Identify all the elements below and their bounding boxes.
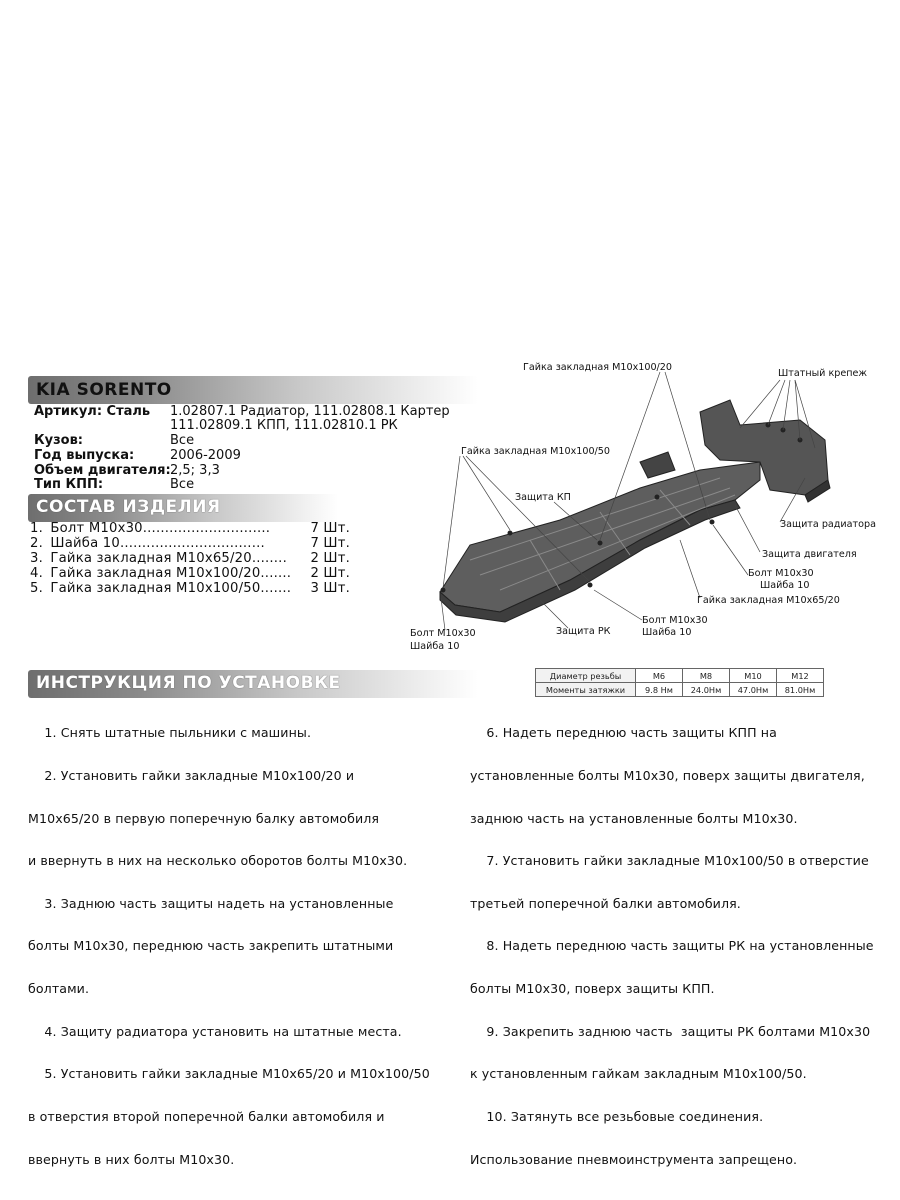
item-text: Гайка закладная М10х100/50....... (50, 581, 292, 596)
gearbox-value: Все (170, 477, 195, 492)
instruction-line: третьей поперечной балки автомобиля. (470, 895, 741, 911)
instruction-line: 5. Установить гайки закладные М10х65/20 и М10х100/50 (28, 1066, 430, 1082)
label-standard-mount: Штатный крепеж (778, 368, 868, 379)
gearbox-label: Тип КПП: (34, 477, 104, 492)
instruction-line: установленные болты М10х30, поверх защиты двигателя, (470, 768, 865, 784)
table-cell: Моменты затяжки (536, 683, 636, 697)
instruction-line: Использование пневмоинструмента запрещено. (470, 1151, 798, 1167)
engine-value: 2,5; 3,3 (170, 463, 220, 478)
table-cell: М8 (683, 669, 730, 683)
instruction-line: 6. Надеть переднюю часть защиты КПП на (470, 725, 777, 741)
table-row (536, 683, 824, 697)
instruction-line: М10х65/20 в первую поперечную балку автомобиля (28, 810, 380, 826)
table-row (536, 669, 824, 683)
label-washer-3: Шайба 10 (410, 641, 460, 652)
label-nut-65-20: Гайка закладная М10х65/20 (697, 595, 840, 606)
label-washer-1: Шайба 10 (760, 580, 810, 591)
item-number: 5. (30, 581, 43, 596)
item-number: 3. (30, 551, 43, 566)
item-text: Гайка закладная М10х65/20........ (50, 551, 287, 566)
instruction-line: и ввернуть в них на несколько оборотов болты М10х30. (28, 853, 408, 869)
label-bolt-1: Болт М10х30 (748, 568, 814, 579)
table-cell: М6 (636, 669, 683, 683)
main-plate (440, 462, 760, 612)
label-gearbox-guard: Защита КП (515, 492, 571, 503)
item-qty: 2 Шт. (310, 566, 350, 581)
label-nut-100-50: Гайка закладная М10х100/50 (461, 446, 610, 457)
label-nut-100-20: Гайка закладная М10х100/20 (523, 362, 672, 373)
torque-table (535, 668, 824, 697)
instruction-line: 4. Защиту радиатора установить на штатные места. (28, 1023, 402, 1039)
label-washer-2: Шайба 10 (642, 627, 692, 638)
year-value: 2006-2009 (170, 448, 241, 463)
item-qty: 7 Шт. (310, 536, 350, 551)
body-label: Кузов: (34, 433, 84, 448)
item-qty: 7 Шт. (310, 521, 350, 536)
article-value-line1: 1.02807.1 Радиатор, 111.02808.1 Картер (170, 404, 450, 419)
label-bolt-3: Болт М10х30 (410, 628, 476, 639)
instruction-line: 2. Установить гайки закладные М10х100/20 и (28, 768, 355, 784)
instructions-title: ИНСТРУКЦИЯ ПО УСТАНОВКЕ (36, 673, 341, 693)
item-qty: 2 Шт. (310, 551, 350, 566)
instruction-line: в отверстия второй поперечной балки автомобиля и (28, 1108, 385, 1124)
instruction-line: болты М10х30, поверх защиты КПП. (470, 981, 715, 997)
instruction-line: к установленным гайкам закладным М10х100/50. (470, 1066, 807, 1082)
year-label: Год выпуска: (34, 448, 135, 463)
table-cell: 24.0Нм (683, 683, 730, 697)
instruction-line: 8. Надеть переднюю часть защиты РК на установленные (470, 938, 874, 954)
instruction-line: 10. Затянуть все резьбовые соединения. (470, 1108, 764, 1124)
item-text: Болт М10х30............................. (50, 521, 271, 536)
label-engine-guard: Защита двигателя (762, 549, 857, 560)
instruction-line: 9. Закрепить заднюю часть защиты РК болтами М10х30 (470, 1023, 871, 1039)
composition-title: СОСТАВ ИЗДЕЛИЯ (36, 497, 221, 517)
item-text: Гайка закладная М10х100/20....... (50, 566, 292, 581)
table-cell: 47.0Нм (730, 683, 777, 697)
instruction-line: заднюю часть на установленные болты М10х30. (470, 810, 798, 826)
table-cell: 81.0Нм (777, 683, 824, 697)
instructions-right-column (470, 698, 890, 1181)
table-cell: Диаметр резьбы (536, 669, 636, 683)
item-qty: 3 Шт. (310, 581, 350, 596)
table-cell: М10 (730, 669, 777, 683)
instruction-line: болты М10х30, переднюю часть закрепить штатными (28, 938, 394, 954)
article-value-line2: 111.02809.1 КПП, 111.02810.1 РК (170, 418, 398, 433)
product-title: KIA SORENTO (36, 380, 172, 400)
instruction-line: болтами. (28, 981, 90, 997)
article-label: Артикул: Сталь (34, 404, 151, 419)
item-number: 1. (30, 521, 43, 536)
item-number: 2. (30, 536, 43, 551)
item-text: Шайба 10................................. (50, 536, 265, 551)
table-cell: 9.8 Нм (636, 683, 683, 697)
label-radiator-guard: Защита радиатора (780, 519, 876, 530)
engine-label: Объем двигателя: (34, 463, 171, 478)
instruction-line: 1. Снять штатные пыльники с машины. (28, 725, 312, 741)
table-cell: М12 (777, 669, 824, 683)
body-value: Все (170, 433, 195, 448)
instruction-line: 3. Заднюю часть защиты надеть на установленные (28, 895, 394, 911)
label-transfer-guard: Защита РК (556, 626, 611, 637)
label-bolt-2: Болт М10х30 (642, 615, 708, 626)
instruction-line: 7. Установить гайки закладные М10х100/50 в отверстие (470, 853, 869, 869)
instructions-left-column (28, 698, 458, 1181)
instruction-line: ввернуть в них болты М10х30. (28, 1151, 235, 1167)
item-number: 4. (30, 566, 43, 581)
